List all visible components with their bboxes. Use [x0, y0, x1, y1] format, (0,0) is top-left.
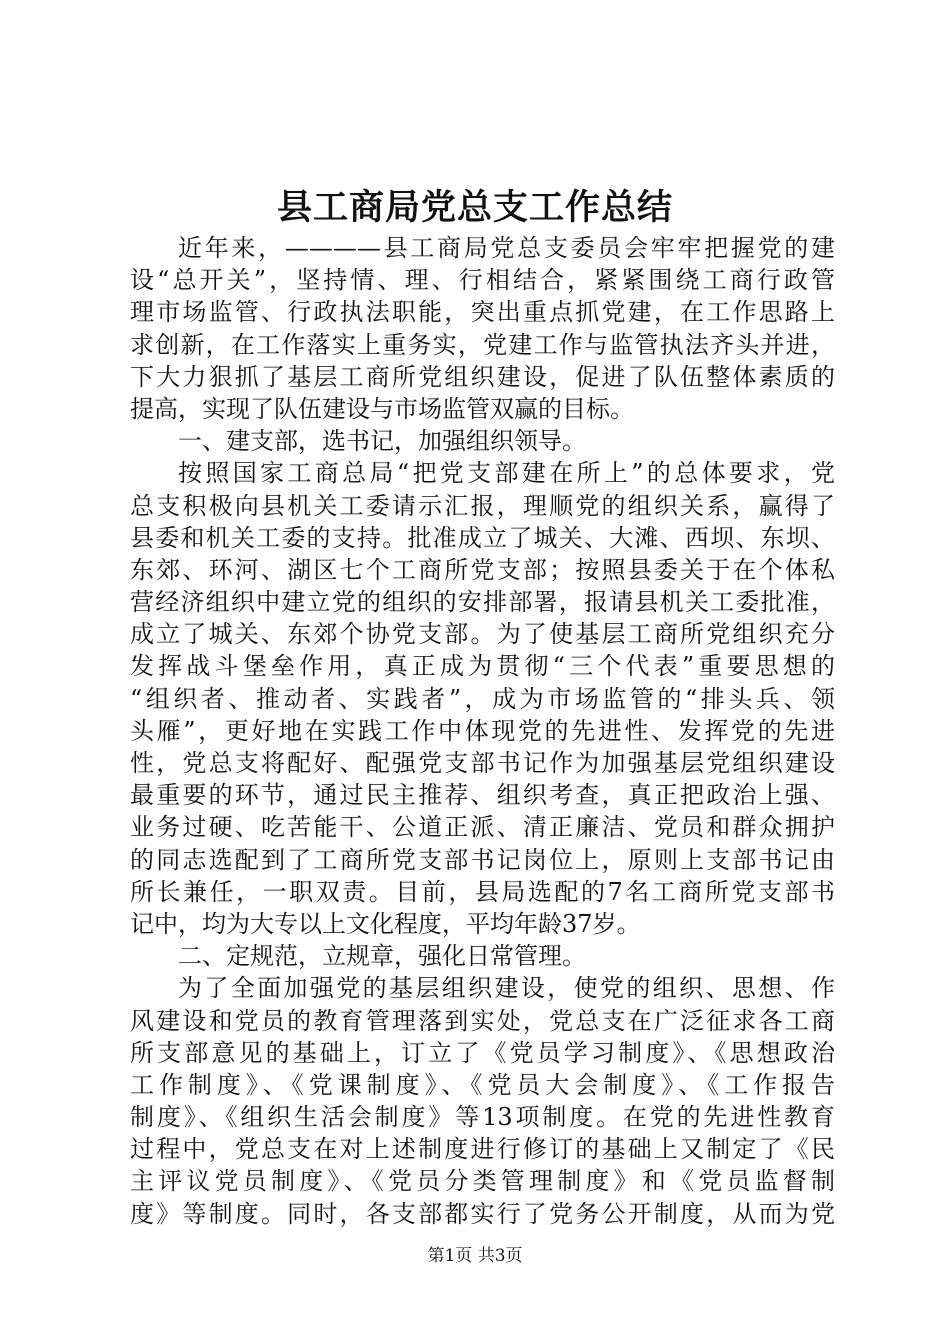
- body-line: 理市场监管、行政执法职能，突出重点抓党建，在工作思路上: [130, 298, 835, 327]
- body-line: 主评议党员制度》、《党员分类管理制度》和《党员监督制: [130, 1167, 835, 1196]
- body-line: 总支积极向县机关工委请示汇报，理顺党的组织关系，赢得了: [130, 491, 835, 520]
- body-line: 过程中，党总支在对上述制度进行修订的基础上又制定了《民: [130, 1135, 835, 1164]
- body-line: 发挥战斗堡垒作用，真正成为贯彻“三个代表”重要思想的: [130, 652, 835, 681]
- body-line: 营经济组织中建立党的组织的安排部署，报请县机关工委批准，: [130, 588, 835, 617]
- body-line: “组织者、推动者、实践者”，成为市场监管的“排头兵、领: [130, 684, 835, 713]
- body-line: 最重要的环节，通过民主推荐、组织考查，真正把政治上强、: [130, 781, 835, 810]
- document-title: 县工商局党总支工作总结: [276, 187, 673, 228]
- body-line: 东郊、环河、湖区七个工商所党支部；按照县委关于在个体私: [130, 555, 835, 584]
- body-line: 风建设和党员的教育管理落到实处，党总支在广泛征求各工商: [130, 1006, 835, 1035]
- body-line: 头雁”，更好地在实践工作中体现党的先进性、发挥党的先进: [130, 716, 835, 745]
- document-body: [130, 232, 835, 1230]
- body-line: 制度》、《组织生活会制度》等13项制度。在党的先进性教育: [130, 1103, 835, 1132]
- body-line: 性，党总支将配好、配强党支部书记作为加强基层党组织建设: [130, 749, 835, 777]
- body-line: 按照国家工商总局“把党支部建在所上”的总体要求，党: [178, 459, 835, 488]
- body-line: 记中，均为大专以上文化程度，平均年龄37岁。: [130, 909, 641, 938]
- body-line: 所长兼任，一职双责。目前，县局选配的7名工商所党支部书: [130, 877, 835, 906]
- body-line: 度》等制度。同时，各支部都实行了党务公开制度，从而为党: [130, 1199, 835, 1228]
- body-line: 业务过硬、吃苦能干、公道正派、清正廉洁、党员和群众拥护: [130, 813, 835, 842]
- body-line: 成立了城关、东郊个协党支部。为了使基层工商所党组织充分: [130, 620, 835, 649]
- body-line: 的同志选配到了工商所党支部书记岗位上，原则上支部书记由: [130, 845, 835, 874]
- body-line: 求创新，在工作落实上重务实，党建工作与监管执法齐头并进，: [130, 330, 835, 359]
- body-line: 下大力狠抓了基层工商所党组织建设，促进了队伍整体素质的: [130, 362, 835, 391]
- body-line: 工作制度》、《党课制度》、《党员大会制度》、《工作报告: [130, 1070, 835, 1099]
- body-line: 县委和机关工委的支持。批准成立了城关、大滩、西坝、东坝、: [130, 523, 835, 552]
- page-footer: 第1页 共3页: [427, 1246, 523, 1266]
- body-line: 为了全面加强党的基层组织建设，使党的组织、思想、作: [178, 974, 835, 1003]
- section-heading-2: 二、定规范，立规章，强化日常管理。: [178, 942, 586, 971]
- body-line: 提高，实现了队伍建设与市场监管双赢的目标。: [130, 394, 634, 423]
- body-line: 近年来，————县工商局党总支委员会牢牢把握党的建: [178, 234, 835, 262]
- section-heading-1: 一、建支部，选书记，加强组织领导。: [178, 427, 586, 456]
- body-line: 设“总开关”，坚持情、理、行相结合，紧紧围绕工商行政管: [130, 266, 835, 295]
- body-line: 所支部意见的基础上，订立了《党员学习制度》、《思想政治: [130, 1038, 835, 1067]
